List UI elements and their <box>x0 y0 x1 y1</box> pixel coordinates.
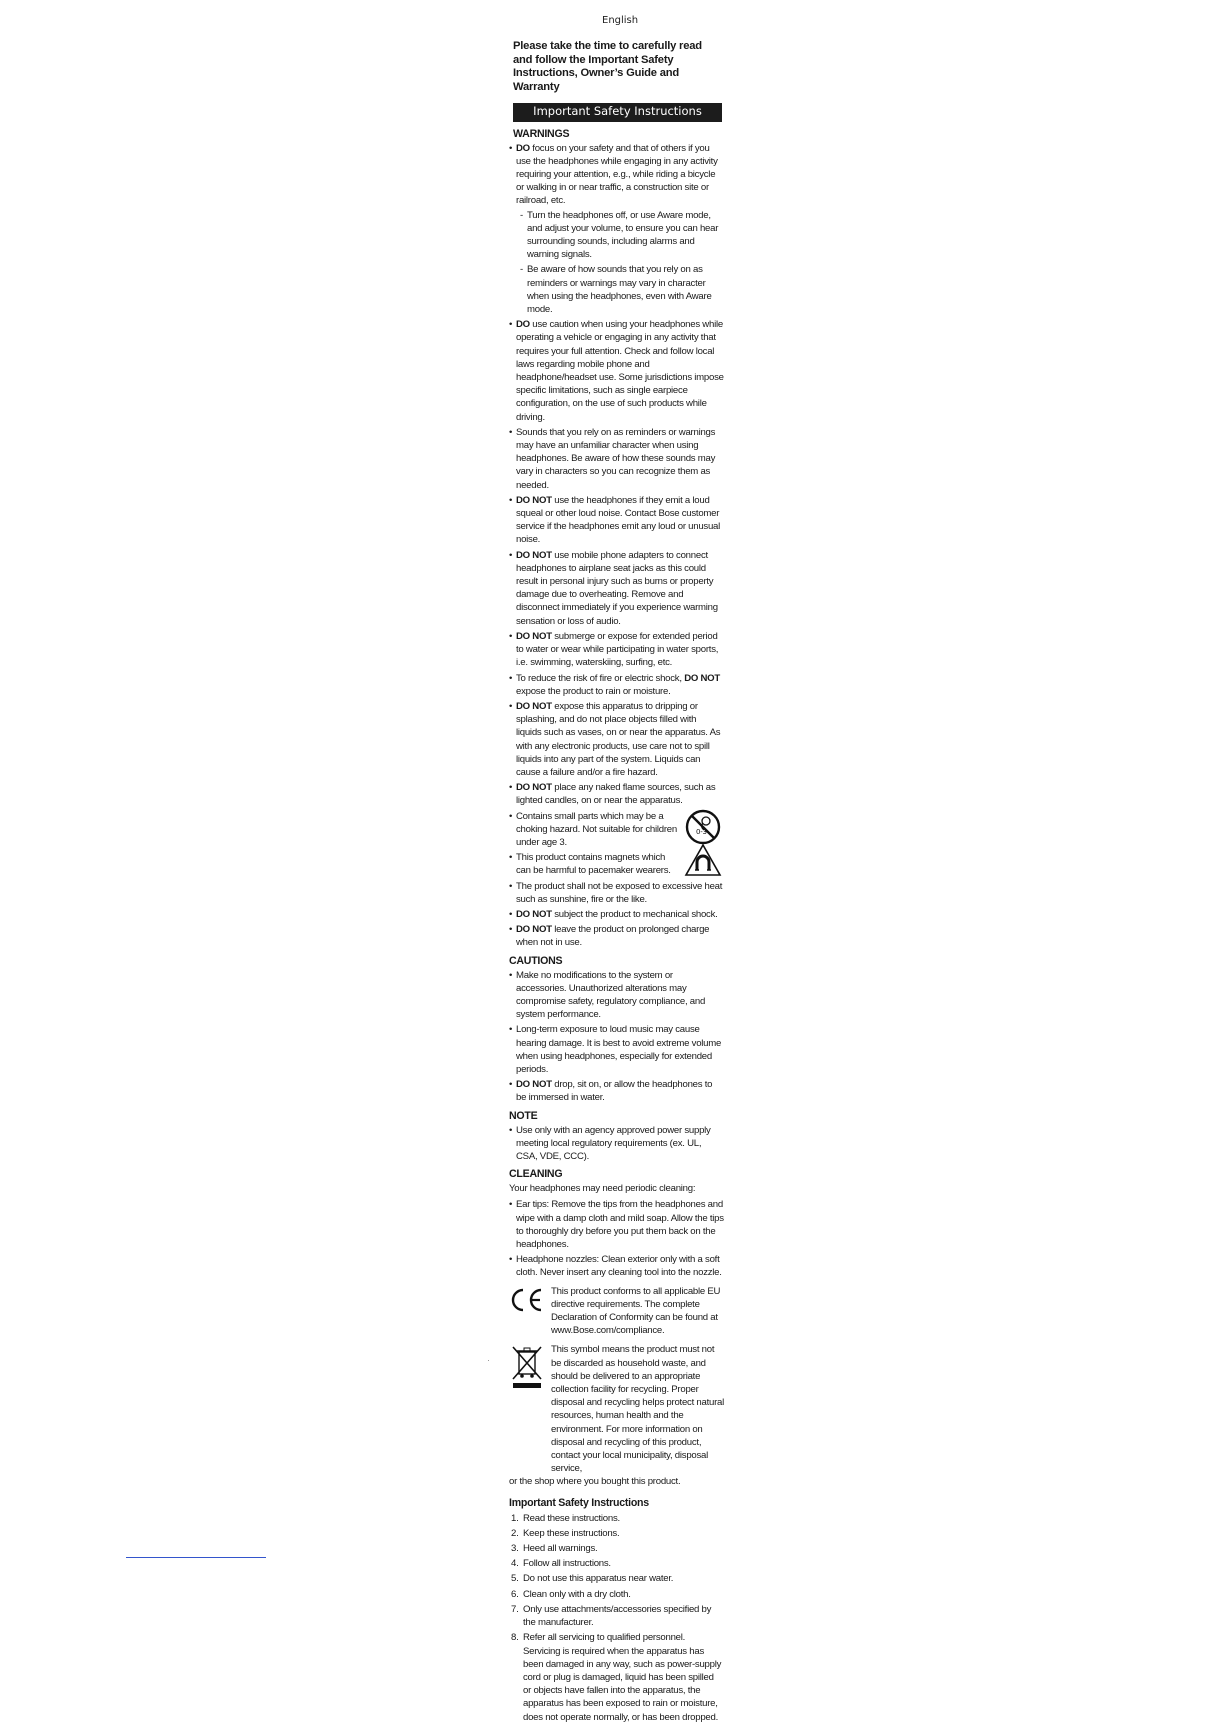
weee-tail: or the shop where you bought this product. <box>509 1476 681 1488</box>
warning-subitem: - Be aware of how sounds that you rely on as reminders or warnings may vary in character when using the headphones, even with Aware mode. <box>520 263 724 316</box>
cautions-list <box>509 969 724 1105</box>
warning-item: • DO NOT subject the product to mechanical shock. <box>509 908 724 921</box>
cleaning-list <box>509 1198 724 1279</box>
isi-item: 2. Keep these instructions. <box>511 1527 620 1539</box>
warning-item: • Sounds that you rely on as reminders or warnings may have an unfamiliar character when using headphones. Be aware of how these sounds may vary in characters so you can recognize them as needed. <box>509 426 724 492</box>
weee-disposal <box>509 1343 724 1475</box>
isi-item: 8. Refer all servicing to qualified personnel. Servicing is required when the apparatus has been damaged in any way, such as power-supply cord or plug is damaged, liquid has been spilled or objects have fallen into the apparatus, the apparatus has been exposed to rain or moisture, does not operate normally, or has been dropped. <box>511 1632 722 1723</box>
warning-item: • DO NOT use mobile phone adapters to connect headphones to airplane seat jacks as this could result in personal injury such as burns or property damage due to overheating. Remove and disconnect immediately if you experience warming sensation or loss of audio. <box>509 549 724 628</box>
warning-item: • DO NOT place any naked flame sources, such as lighted candles, on or near the apparatus. <box>509 781 724 807</box>
ce-mark-icon <box>509 1285 545 1338</box>
isi-item: 5. Do not use this apparatus near water. <box>511 1573 674 1585</box>
isi-item: 4. Follow all instructions. <box>511 1558 611 1570</box>
warning-item: • DO focus on your safety and that of others if you use the headphones while engaging in any activity requiring your attention, e.g., while riding a bicycle or walking in or near traffic, a construction site or railroad, etc. - Turn the headphones off, or use Aware mode, and adjust your volume, to ensure you can hear surrounding sounds, including alarms and warning signals. - Be aware of how sounds that you rely on as reminders or warnings may vary in character when using the headphones, even with Aware mode. <box>509 142 724 317</box>
warning-subitem: - Turn the headphones off, or use Aware mode, and adjust your volume, to ensure you can hear surrounding sounds, including alarms and warning signals. <box>520 209 724 262</box>
caution-item: • DO NOT drop, sit on, or allow the headphones to be immersed in water. <box>509 1078 724 1104</box>
warning-item: • DO NOT leave the product on prolonged charge when not in use. <box>509 923 724 949</box>
crossed-bin-icon <box>509 1343 545 1475</box>
caution-item: • Make no modifications to the system or accessories. Unauthorized alterations may compromise safety, regulatory compliance, and system performance. <box>509 969 724 1022</box>
cleaning-item: • Ear tips: Remove the tips from the headphones and wipe with a damp cloth and mild soap. Allow the tips to thoroughly dry before you put them back on the headphones. <box>509 1198 724 1251</box>
note-heading: NOTE <box>509 1109 538 1122</box>
note-item: • Use only with an agency approved power supply meeting local regulatory requirements (ex. UL, CSA, VDE, CCC). <box>509 1124 724 1164</box>
magnet-warning-icon <box>684 843 722 881</box>
warning-item: • Contains small parts which may be a choking hazard. Not suitable for children under age 3. 0-3 <box>509 810 724 850</box>
note-list <box>509 1124 724 1164</box>
warnings-list <box>509 142 724 950</box>
cautions-heading: CAUTIONS <box>509 954 563 967</box>
isi-item: 3. Heed all warnings. <box>511 1543 598 1555</box>
isi-item: 6. Clean only with a dry cloth. <box>511 1588 631 1600</box>
safety-banner: Important Safety Instructions <box>513 103 722 121</box>
isi-item: 7. Only use attachments/accessories specified by the manufacturer. <box>511 1603 712 1629</box>
svg-text:0-3: 0-3 <box>696 827 707 836</box>
caution-item: • Long-term exposure to loud music may cause hearing damage. It is best to avoid extreme volume when using headphones, especially for extended periods. <box>509 1023 724 1076</box>
cleaning-heading: CLEANING <box>509 1168 563 1181</box>
cleaning-intro: Your headphones may need periodic cleaning: <box>509 1183 696 1195</box>
intro-heading: Please take the time to carefully read and follow the Important Safety Instructions, Owner’s Guide and Warranty <box>513 40 702 93</box>
ce-compliance <box>509 1285 724 1338</box>
warning-item: • DO NOT expose this apparatus to dripping or splashing, and do not place objects filled with liquids such as vases, on or near the apparatus. As with any electronic products, use care not to spill liquids into any part of the system. Liquids can cause a failure and/or a fire hazard. <box>509 700 724 779</box>
warning-item: • The product shall not be exposed to excessive heat such as sunshine, fire or the like. <box>509 880 724 906</box>
warning-item: • DO NOT submerge or expose for extended period to water or wear while participating in water sports, i.e. swimming, waterskiing, surfing, etc. <box>509 630 724 670</box>
warning-item: • DO NOT use the headphones if they emit a loud squeal or other loud noise. Contact Bose customer service if the headphones emit any loud or unusual noise. <box>509 494 724 547</box>
language-label: English <box>602 15 639 26</box>
warning-item: • DO use caution when using your headphones while operating a vehicle or engaging in any activity that requires your full attention. Check and follow local laws regarding mobile phone and headphone/headset use. Some jurisdictions impose specific limitations, such as single earpiece configuration, on the use of such products while driving. <box>509 318 724 424</box>
weee-text: This symbol means the product must not be discarded as household waste, and should be delivered to an appropriate collection facility for recycling. Proper disposal and recycling helps protect natural resources, human health and the environment. For more information on disposal and recycling of this product, contact your local municipality, disposal service, <box>551 1344 724 1475</box>
warning-item: • This product contains magnets which can be harmful to pacemaker wearers. <box>509 851 724 877</box>
safety-document <box>509 40 724 1726</box>
warnings-heading: WARNINGS <box>513 127 570 140</box>
scan-speck <box>488 1360 489 1361</box>
isi-heading: Important Safety Instructions <box>509 1496 649 1509</box>
warning-sublist <box>516 209 724 317</box>
warning-item: • To reduce the risk of fire or electric shock, DO NOT expose the product to rain or moisture. <box>509 672 724 698</box>
footnote-rule <box>126 1557 266 1558</box>
cleaning-item: • Headphone nozzles: Clean exterior only with a soft cloth. Never insert any cleaning tool into the nozzle. <box>509 1253 724 1279</box>
isi-item: 1. Read these instructions. <box>511 1512 620 1524</box>
ce-text: This product conforms to all applicable EU directive requirements. The complete Declaration of Conformity can be found at www.Bose.com/compliance. <box>551 1285 721 1337</box>
isi-list <box>509 1512 724 1724</box>
